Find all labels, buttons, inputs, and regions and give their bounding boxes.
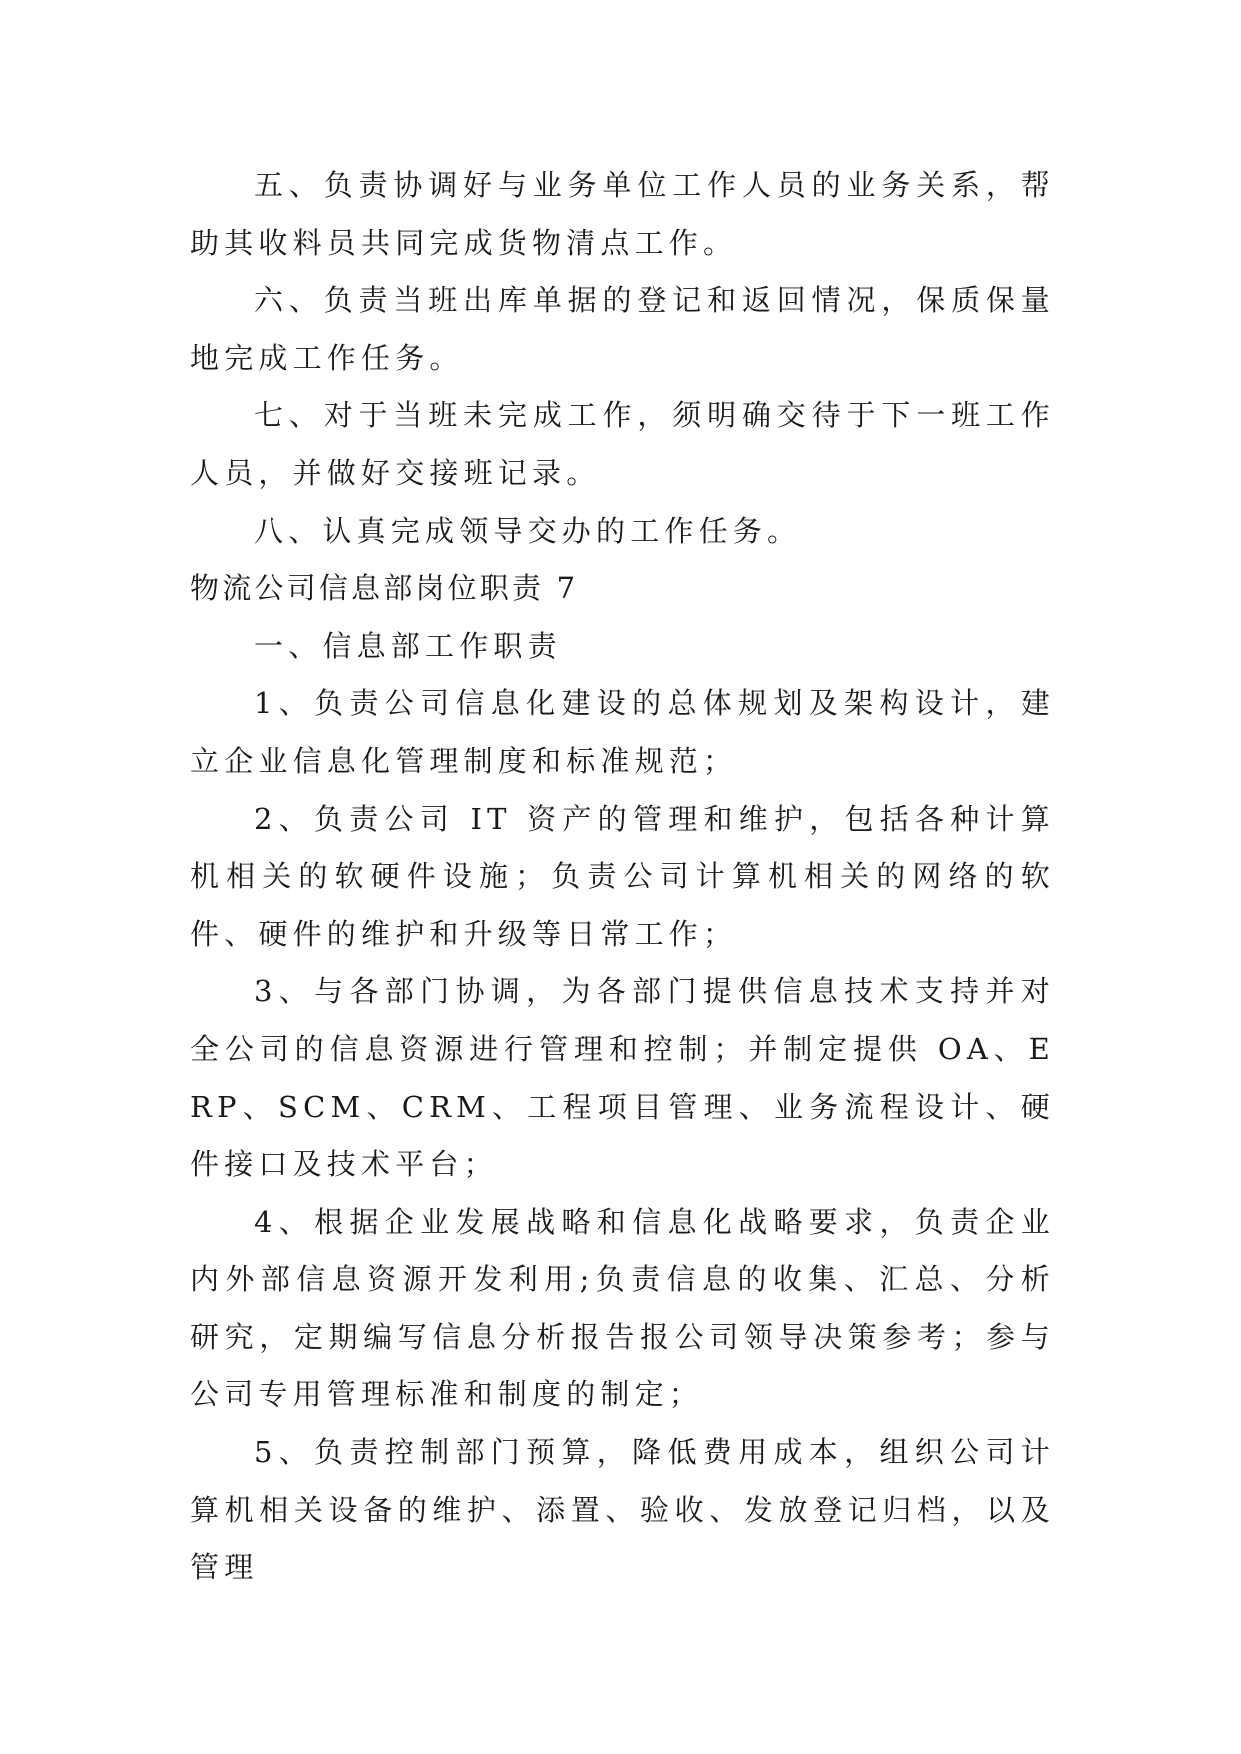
duty-item-1: 1、负责公司信息化建设的总体规划及架构设计，建立企业信息化管理制度和标准规范； bbox=[190, 686, 1055, 778]
paragraph-item-8: 八、认真完成领导交办的工作任务。 bbox=[254, 513, 802, 548]
duty-item-5: 5、负责控制部门预算，降低费用成本，组织公司计算机相关设备的维护、添置、验收、发放登记归档，以及管理 bbox=[190, 1435, 1055, 1585]
paragraph-item-5: 五、负责协调好与业务单位工作人员的业务关系，帮助其收料员共同完成货物清点工作。 bbox=[190, 168, 1055, 260]
document-body bbox=[190, 157, 1055, 1597]
duty-item-2: 2、负责公司 IT 资产的管理和维护，包括各种计算机相关的软硬件设施；负责公司计算机相关的网络的软件、硬件的维护和升级等日常工作； bbox=[190, 801, 1055, 951]
section-heading: 物流公司信息部岗位职责 7 bbox=[190, 571, 579, 606]
duty-item-3: 3、与各部门协调，为各部门提供信息技术支持并对全公司的信息资源进行管理和控制；并制定提供 OA、ERP、SCM、CRM、工程项目管理、业务流程设计、硬件接口及技术平台； bbox=[190, 974, 1055, 1182]
subsection-heading: 一、信息部工作职责 bbox=[254, 628, 562, 663]
duty-item-4: 4、根据企业发展战略和信息化战略要求，负责企业内外部信息资源开发利用;负责信息的收集、汇总、分析研究，定期编写信息分析报告报公司领导决策参考；参与公司专用管理标准和制度的制定； bbox=[190, 1204, 1055, 1412]
paragraph-item-6: 六、负责当班出库单据的登记和返回情况，保质保量地完成工作任务。 bbox=[190, 283, 1055, 375]
paragraph-item-7: 七、对于当班未完成工作，须明确交待于下一班工作人员，并做好交接班记录。 bbox=[190, 398, 1055, 490]
